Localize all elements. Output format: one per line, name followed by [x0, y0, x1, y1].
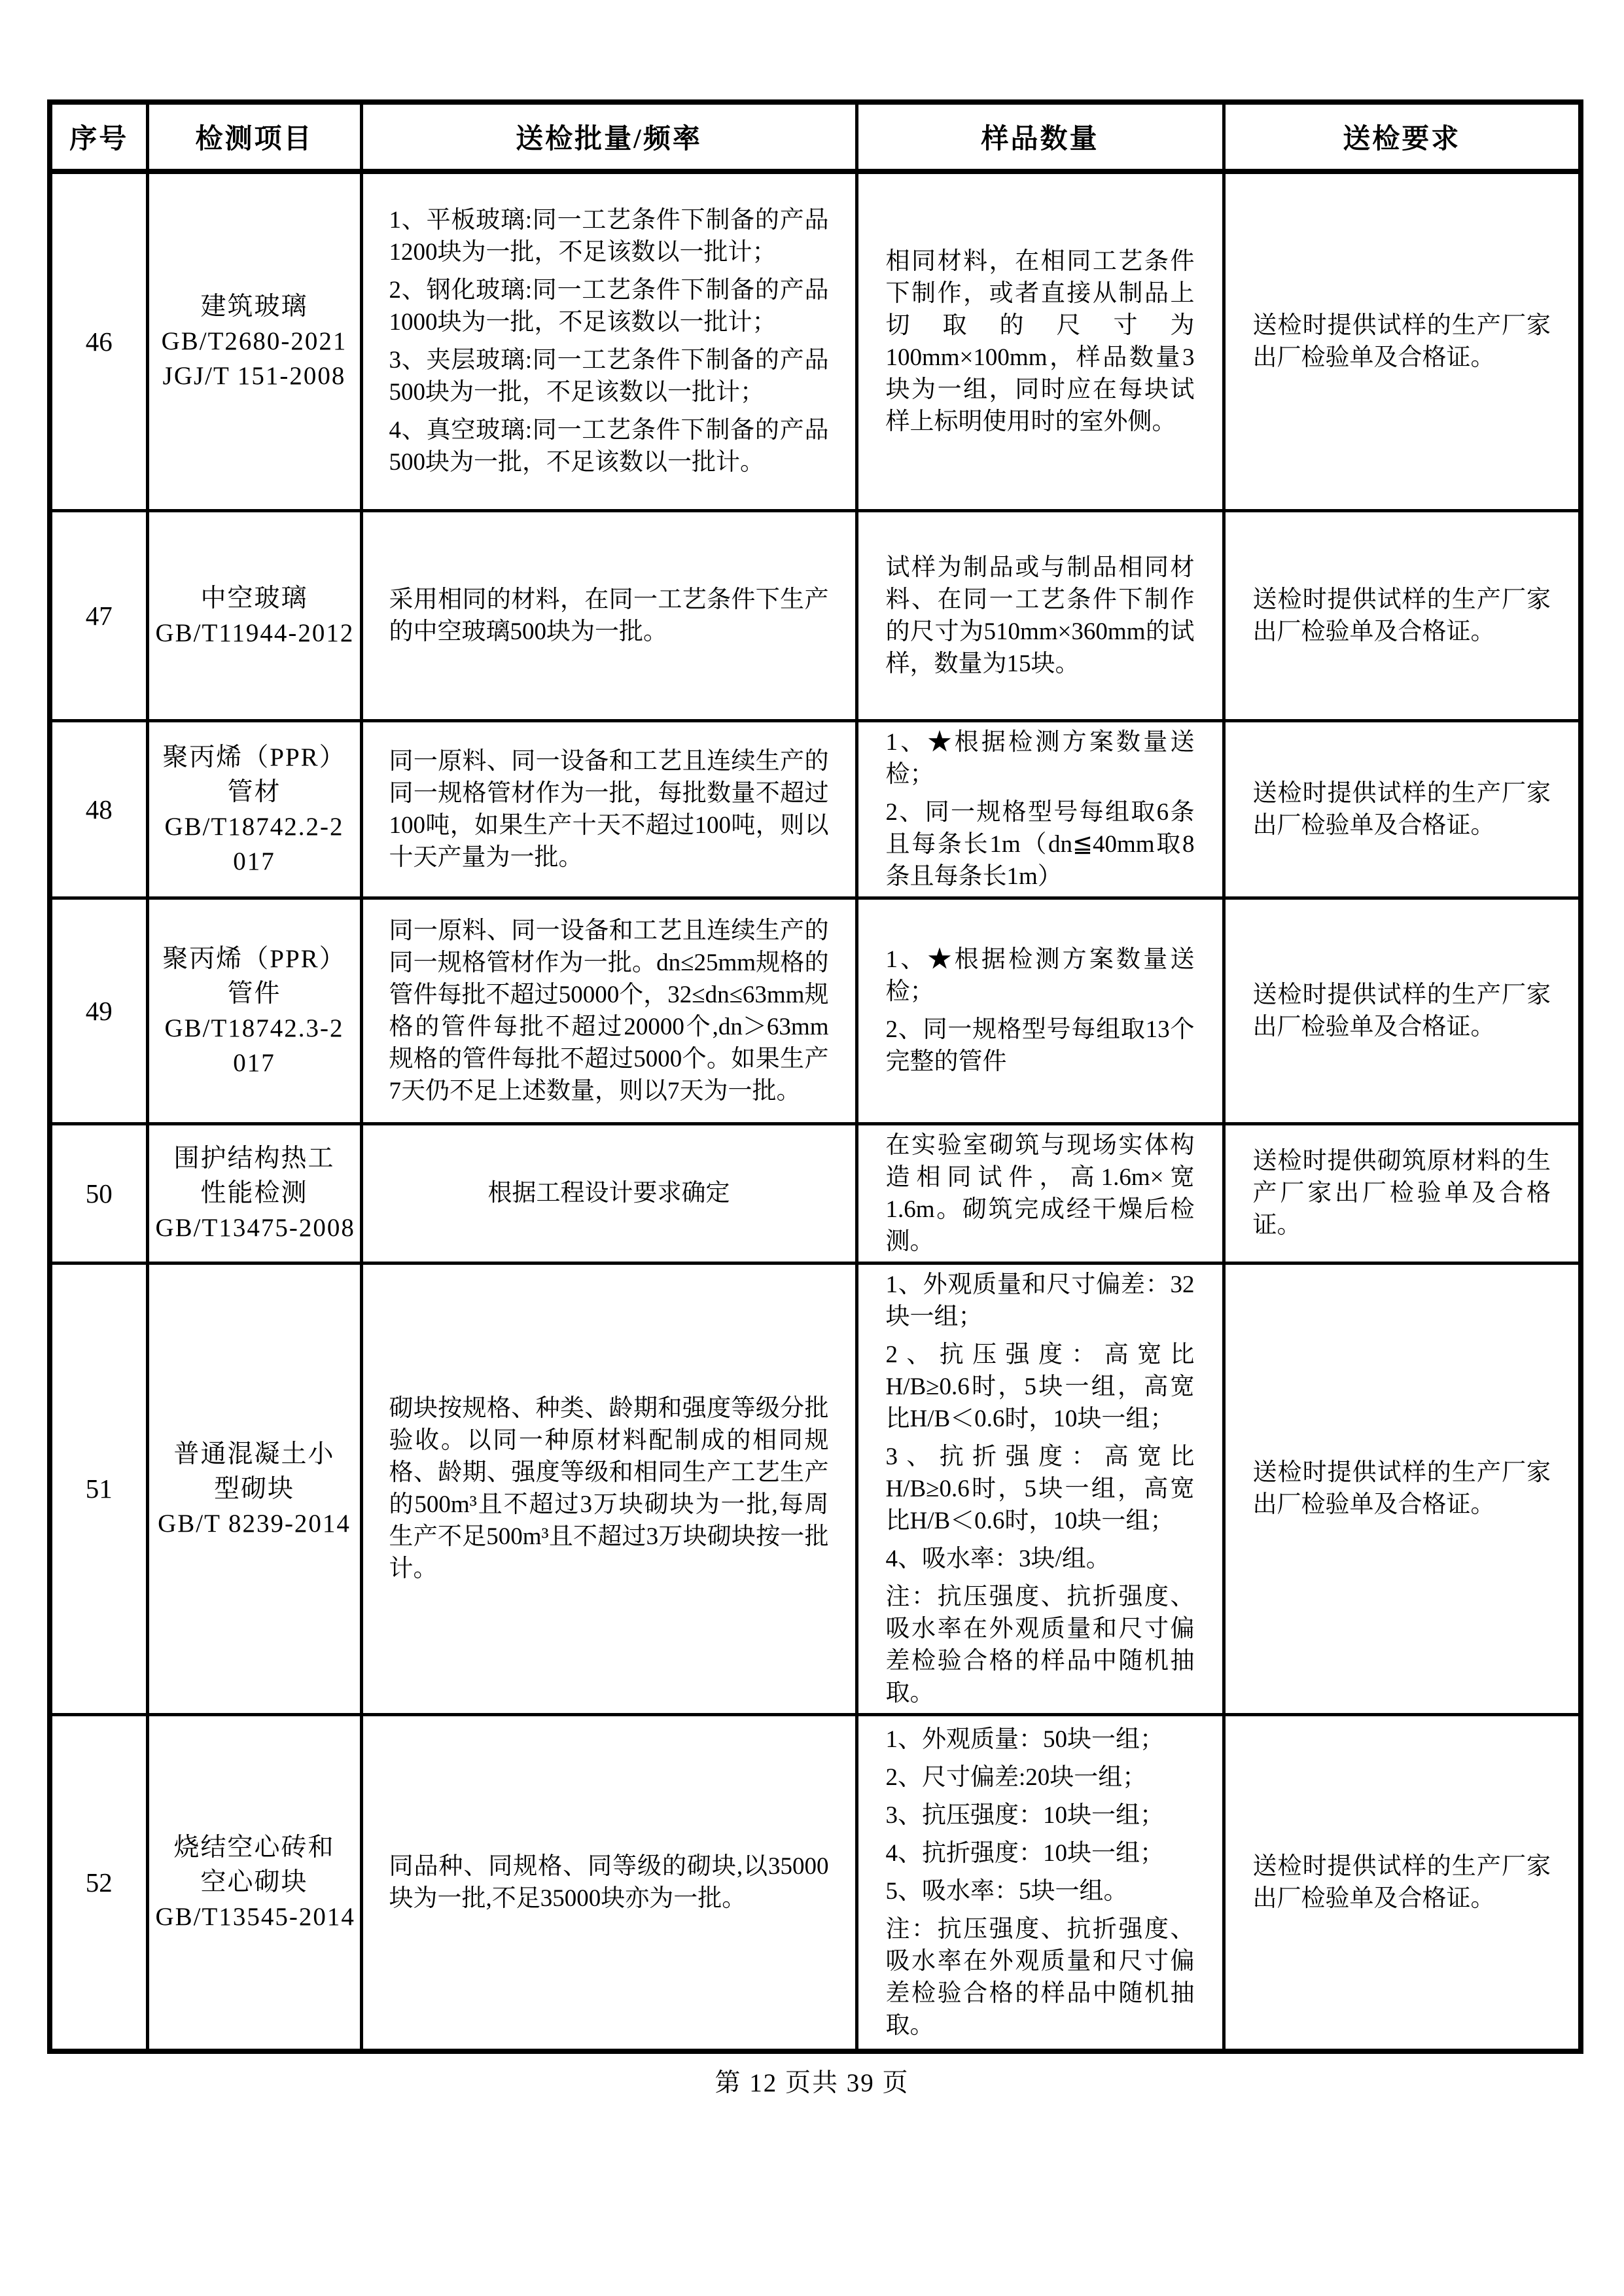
sample-quantity-cell: [856, 720, 1224, 898]
requirement-text: 送检时提供试样的生产厂家出厂检验单及合格证。: [1252, 1852, 1551, 1912]
batch-frequency-cell: [361, 510, 856, 720]
page-number: 第 12 页共 39 页: [715, 2069, 909, 2097]
batch-paragraph: 根据工程设计要求确定: [487, 1180, 730, 1207]
serial-number-cell: [50, 510, 147, 720]
batch-frequency-cell: [361, 720, 856, 898]
table-row: [50, 1263, 1581, 1714]
batch-paragraph: 同一原料、同一设备和工艺且连续生产的同一规格管材作为一批。dn≤25mm规格的管件每批不超过50000个，32≤dn≤63mm规格的管件每批不超过20000个,dn＞63mm规格的管件每批不超过5000个。如果生产7天仍不足上述数量，则以7天为一批。: [389, 917, 829, 1104]
item-line: 中空玻璃: [200, 584, 308, 612]
item-line: 017: [233, 1048, 275, 1077]
batch-paragraph: 同一原料、同一设备和工艺且连续生产的同一规格管材作为一批，每批数量不超过100吨，如果生产十天不超过100吨，则以十天产量为一批。: [389, 747, 829, 871]
batch-frequency-cell: [361, 171, 856, 510]
header-submission-requirement: 送检要求: [1224, 102, 1581, 171]
batch-paragraph: 2、钢化玻璃:同一工艺条件下制备的产品1000块为一批，不足该数以一批计；: [389, 277, 829, 336]
sample-paragraph: 5、吸水率：5块一组。: [885, 1877, 1128, 1905]
serial-number-cell: [50, 171, 147, 510]
requirement-cell: [1224, 720, 1581, 898]
serial-number: 47: [85, 600, 113, 631]
sample-paragraph: 1、外观质量：50块一组；: [885, 1725, 1164, 1753]
requirement-text: 送检时提供试样的生产厂家出厂检验单及合格证。: [1252, 981, 1551, 1040]
sample-quantity-cell: [856, 898, 1224, 1123]
sample-paragraph: 注：抗压强度、抗折强度、吸水率在外观质量和尺寸偏差检验合格的样品中随机抽取。: [885, 1915, 1195, 2039]
serial-number-cell: [50, 1263, 147, 1714]
sample-paragraph: 注：抗压强度、抗折强度、吸水率在外观质量和尺寸偏差检验合格的样品中随机抽取。: [885, 1583, 1195, 1706]
requirement-cell: [1224, 898, 1581, 1123]
header-test-item: 检测项目: [147, 102, 361, 171]
sample-quantity-cell: [856, 1123, 1224, 1263]
sample-paragraph: 相同材料，在相同工艺条件下制作，或者直接从制品上切取的尺寸为100mm×100mm，样品数量3块为一组，同时应在每块试样上标明使用时的室外侧。: [885, 247, 1195, 435]
table-row: [50, 1714, 1581, 2051]
sample-paragraph: 4、抗折强度：10块一组；: [885, 1839, 1164, 1867]
item-line: JGJ/T 151-2008: [162, 362, 346, 391]
requirement-cell: [1224, 1714, 1581, 2051]
requirement-text: 送检时提供试样的生产厂家出厂检验单及合格证。: [1252, 311, 1551, 371]
sample-paragraph: 2、尺寸偏差:20块一组；: [885, 1763, 1147, 1791]
table-row: [50, 1123, 1581, 1263]
serial-number-cell: [50, 720, 147, 898]
item-line: 型砌块: [213, 1474, 294, 1503]
item-line: 空心砌块: [200, 1868, 308, 1897]
item-line: GB/T 8239-2014: [158, 1509, 351, 1538]
item-line: 性能检测: [200, 1179, 308, 1207]
sample-quantity-cell: [856, 1714, 1224, 2051]
table-row: [50, 898, 1581, 1123]
table-row: [50, 510, 1581, 720]
sample-paragraph: 试样为制品或与制品相同材料、在同一工艺条件下制作的尺寸为510mm×360mm的试样，数量为15块。: [885, 554, 1195, 677]
requirement-cell: [1224, 510, 1581, 720]
item-line: 普通混凝土小: [173, 1439, 335, 1468]
sample-quantity-cell: [856, 171, 1224, 510]
test-item-cell: [147, 510, 361, 720]
header-serial-number: 序号: [50, 102, 147, 171]
item-line: 烧结空心砖和: [173, 1833, 335, 1862]
sample-paragraph: 2、同一规格型号每组取13个完整的管件: [885, 1016, 1195, 1075]
header-sample-quantity: 样品数量: [856, 102, 1224, 171]
serial-number: 52: [85, 1867, 113, 1898]
item-line: 建筑玻璃: [200, 292, 308, 321]
serial-number: 48: [85, 794, 113, 824]
sample-paragraph: 1、★根据检测方案数量送检；: [885, 728, 1195, 788]
table-row: [50, 171, 1581, 510]
inspection-table: [47, 99, 1583, 2054]
batch-frequency-cell: [361, 898, 856, 1123]
serial-number-cell: [50, 898, 147, 1123]
item-line: GB/T13545-2014: [155, 1903, 355, 1932]
batch-paragraph: 砌块按规格、种类、龄期和强度等级分批验收。以同一种原材料配制成的相同规格、龄期、强度等级和相同生产工艺生产的500m³且不超过3万块砌块为一批,每周生产不足500m³且不超过3万块砌块按一批计。: [389, 1395, 829, 1582]
serial-number-cell: [50, 1123, 147, 1263]
item-line: 聚丙烯（PPR）: [162, 944, 346, 973]
batch-frequency-cell: [361, 1263, 856, 1714]
item-line: GB/T11944-2012: [155, 618, 355, 647]
serial-number: 50: [85, 1178, 113, 1209]
sample-paragraph: 4、吸水率：3块/组。: [885, 1545, 1110, 1572]
test-item-cell: [147, 1714, 361, 2051]
test-item-cell: [147, 171, 361, 510]
item-line: 管材: [227, 777, 281, 806]
table-body: [50, 171, 1581, 2051]
table-row: [50, 720, 1581, 898]
serial-number: 46: [85, 326, 113, 357]
serial-number: 51: [85, 1474, 113, 1504]
sample-paragraph: 3、抗折强度：高宽比H/B≥0.6时，5块一组，高宽比H/B＜0.6时，10块一组；: [885, 1443, 1195, 1534]
sample-paragraph: 在实验室砌筑与现场实体构造相同试件，高1.6m×宽1.6m。砌筑完成经干燥后检测。: [885, 1131, 1195, 1255]
batch-paragraph: 4、真空玻璃:同一工艺条件下制备的产品500块为一批，不足该数以一批计。: [389, 417, 829, 476]
item-line: GB/T13475-2008: [155, 1214, 355, 1242]
serial-number: 49: [85, 995, 113, 1026]
item-line: 017: [233, 847, 275, 875]
batch-frequency-cell: [361, 1123, 856, 1263]
serial-number-cell: [50, 1714, 147, 2051]
sample-quantity-cell: [856, 1263, 1224, 1714]
sample-paragraph: 1、外观质量和尺寸偏差：32块一组；: [885, 1271, 1195, 1330]
sample-quantity-cell: [856, 510, 1224, 720]
sample-paragraph: 2、抗压强度：高宽比H/B≥0.6时，5块一组，高宽比H/B＜0.6时，10块一组；: [885, 1341, 1195, 1432]
batch-paragraph: 1、平板玻璃:同一工艺条件下制备的产品1200块为一批，不足该数以一批计；: [389, 207, 829, 266]
item-line: 管件: [227, 979, 281, 1008]
requirement-text: 送检时提供试样的生产厂家出厂检验单及合格证。: [1252, 779, 1551, 839]
header-batch-frequency: 送检批量/频率: [361, 102, 856, 171]
requirement-text: 送检时提供试样的生产厂家出厂检验单及合格证。: [1252, 1459, 1551, 1518]
item-line: 围护结构热工: [173, 1144, 335, 1173]
test-item-cell: [147, 1123, 361, 1263]
requirement-cell: [1224, 171, 1581, 510]
sample-paragraph: 3、抗压强度：10块一组；: [885, 1801, 1164, 1829]
item-line: 聚丙烯（PPR）: [162, 743, 346, 771]
requirement-text: 送检时提供试样的生产厂家出厂检验单及合格证。: [1252, 586, 1551, 645]
item-line: GB/T18742.2-2: [164, 812, 344, 841]
requirement-cell: [1224, 1123, 1581, 1263]
test-item-cell: [147, 898, 361, 1123]
requirement-cell: [1224, 1263, 1581, 1714]
item-line: GB/T2680-2021: [161, 327, 347, 356]
test-item-cell: [147, 1263, 361, 1714]
requirement-text: 送检时提供砌筑原材料的生产厂家出厂检验单及合格证。: [1252, 1148, 1551, 1239]
batch-paragraph: 3、夹层玻璃:同一工艺条件下制备的产品500块为一批，不足该数以一批计；: [389, 347, 829, 406]
test-item-cell: [147, 720, 361, 898]
item-line: GB/T18742.3-2: [164, 1014, 344, 1042]
table-header: [50, 102, 1581, 171]
batch-frequency-cell: [361, 1714, 856, 2051]
batch-paragraph: 同品种、同规格、同等级的砌块,以35000块为一批,不足35000块亦为一批。: [389, 1852, 829, 1912]
sample-paragraph: 1、★根据检测方案数量送检；: [885, 946, 1195, 1005]
sample-paragraph: 2、同一规格型号每组取6条且每条长1m（dn≦40mm取8条且每条长1m）: [885, 798, 1195, 890]
batch-paragraph: 采用相同的材料，在同一工艺条件下生产的中空玻璃500块为一批。: [389, 586, 829, 645]
table-header-row: [50, 102, 1581, 171]
